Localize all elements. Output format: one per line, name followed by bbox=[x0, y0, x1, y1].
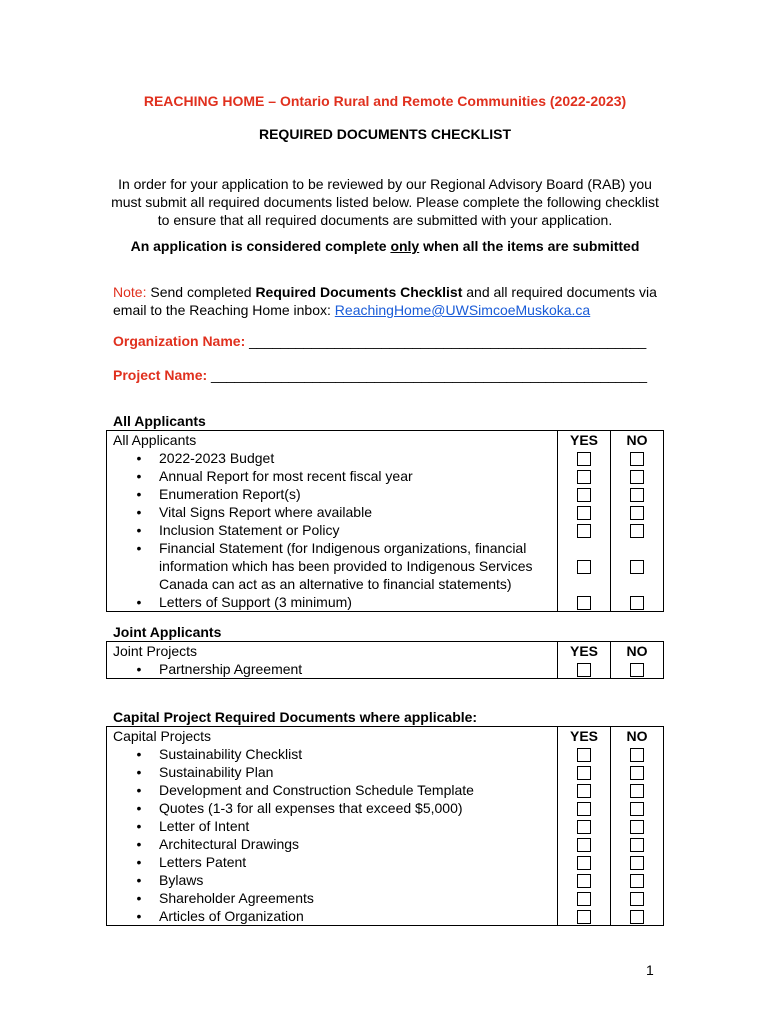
bullet: • bbox=[136, 782, 142, 798]
bullet: • bbox=[136, 746, 142, 762]
yes-cell bbox=[558, 593, 611, 612]
yes-cell bbox=[558, 467, 611, 485]
no-checkbox[interactable] bbox=[630, 820, 644, 834]
bullet: • bbox=[136, 872, 142, 888]
yes-cell bbox=[558, 763, 611, 781]
no-checkbox[interactable] bbox=[630, 452, 644, 466]
completeness-only: only bbox=[390, 238, 420, 254]
checklist-item-label: Bylaws bbox=[159, 872, 204, 888]
checklist-item bbox=[107, 853, 558, 871]
checklist-item-label: Sustainability Checklist bbox=[159, 746, 303, 762]
checklist-row bbox=[107, 781, 664, 799]
bullet: • bbox=[136, 836, 142, 852]
yes-cell bbox=[558, 745, 611, 763]
yes-column-header: YES bbox=[558, 642, 611, 661]
yes-cell bbox=[558, 449, 611, 467]
yes-checkbox[interactable] bbox=[577, 892, 591, 906]
email-link[interactable]: ReachingHome@UWSimcoeMuskoka.ca bbox=[334, 302, 591, 318]
checklist-row bbox=[107, 907, 664, 926]
project-name-field[interactable] bbox=[113, 367, 647, 383]
checklist-row bbox=[107, 745, 664, 763]
yes-checkbox[interactable] bbox=[577, 663, 591, 677]
no-cell bbox=[611, 871, 664, 889]
checklist-item bbox=[107, 871, 558, 889]
checklist-row bbox=[107, 889, 664, 907]
checklist-item-label: Sustainability Plan bbox=[159, 764, 274, 780]
checklist-row bbox=[107, 660, 664, 679]
checklist-item-label: Letters of Support (3 minimum) bbox=[159, 594, 352, 610]
no-cell bbox=[611, 521, 664, 539]
no-checkbox[interactable] bbox=[630, 802, 644, 816]
yes-checkbox[interactable] bbox=[577, 802, 591, 816]
checklist-item-label: Architectural Drawings bbox=[159, 836, 300, 852]
yes-cell bbox=[558, 871, 611, 889]
no-cell bbox=[611, 907, 664, 926]
checklist-row bbox=[107, 485, 664, 503]
no-cell bbox=[611, 889, 664, 907]
checklist-row bbox=[107, 503, 664, 521]
checklist-item-label: Shareholder Agreements bbox=[159, 890, 314, 906]
yes-checkbox[interactable] bbox=[577, 506, 591, 520]
checklist-item-label: Enumeration Report(s) bbox=[159, 486, 301, 502]
checklist-item bbox=[107, 781, 558, 799]
intro-paragraph: In order for your application to be reviewed by our Regional Advisory Board (RAB) you must submit all required documents listed below. Please complete the following checklist to ensure that all required documents are submitted with your application. bbox=[111, 176, 659, 228]
bullet: • bbox=[136, 800, 142, 816]
document-title: REACHING HOME – Ontario Rural and Remote Communities (2022-2023) bbox=[143, 93, 627, 109]
checklist-item bbox=[107, 763, 558, 781]
yes-checkbox[interactable] bbox=[577, 560, 591, 574]
organization-name-field[interactable] bbox=[113, 333, 646, 349]
yes-checkbox[interactable] bbox=[577, 766, 591, 780]
checklist-item-label: Vital Signs Report where available bbox=[159, 504, 372, 520]
yes-checkbox[interactable] bbox=[577, 874, 591, 888]
checklist-item-label: Development and Construction Schedule Template bbox=[159, 782, 474, 798]
project-name-line[interactable]: ________________________________________________________ bbox=[207, 367, 648, 383]
note-text-2: and all required documents via email to the Reaching Home inbox: bbox=[113, 284, 657, 318]
checklist-row bbox=[107, 521, 664, 539]
section-title-joint-applicants: Joint Applicants bbox=[113, 624, 222, 640]
bullet: • bbox=[136, 486, 142, 502]
no-cell bbox=[611, 449, 664, 467]
no-cell bbox=[611, 503, 664, 521]
yes-checkbox[interactable] bbox=[577, 784, 591, 798]
no-checkbox[interactable] bbox=[630, 874, 644, 888]
bullet: • bbox=[136, 890, 142, 906]
no-cell bbox=[611, 485, 664, 503]
checklist-item-label: Quotes (1-3 for all expenses that exceed $5,000) bbox=[159, 800, 463, 816]
note-text: Send completed bbox=[146, 284, 256, 300]
checklist-table-joint bbox=[106, 641, 664, 679]
no-cell bbox=[611, 835, 664, 853]
bullet: • bbox=[136, 540, 142, 556]
page-number: 1 bbox=[646, 962, 654, 978]
checklist-row bbox=[107, 835, 664, 853]
bullet: • bbox=[136, 450, 142, 466]
no-checkbox[interactable] bbox=[630, 766, 644, 780]
checklist-item bbox=[107, 907, 558, 926]
yes-cell bbox=[558, 539, 611, 593]
checklist-item-label: Inclusion Statement or Policy bbox=[159, 522, 340, 538]
bullet: • bbox=[136, 854, 142, 870]
checklist-item bbox=[107, 521, 558, 539]
checklist-item bbox=[107, 485, 558, 503]
section-title-capital-projects: Capital Project Required Documents where applicable: bbox=[113, 709, 478, 725]
checklist-item-label: Letter of Intent bbox=[159, 818, 250, 834]
organization-name-label: Organization Name: bbox=[113, 333, 246, 349]
table-header-label: All Applicants bbox=[107, 431, 558, 450]
checklist-item bbox=[107, 467, 558, 485]
checklist-item-label: Letters Patent bbox=[159, 854, 247, 870]
checklist-item bbox=[107, 835, 558, 853]
bullet: • bbox=[136, 522, 142, 538]
no-checkbox[interactable] bbox=[630, 748, 644, 762]
no-checkbox[interactable] bbox=[630, 596, 644, 610]
table-header-label: Capital Projects bbox=[107, 727, 558, 746]
bullet: • bbox=[136, 818, 142, 834]
note-label: Note: bbox=[113, 284, 147, 300]
checklist-item bbox=[107, 449, 558, 467]
no-checkbox[interactable] bbox=[630, 910, 644, 924]
yes-cell bbox=[558, 660, 611, 679]
no-checkbox[interactable] bbox=[630, 506, 644, 520]
no-checkbox[interactable] bbox=[630, 838, 644, 852]
no-column-header: NO bbox=[611, 431, 664, 450]
bullet: • bbox=[136, 504, 142, 520]
checklist-item bbox=[107, 593, 558, 612]
no-checkbox[interactable] bbox=[630, 892, 644, 906]
checklist-row bbox=[107, 763, 664, 781]
checklist-row bbox=[107, 467, 664, 485]
no-checkbox[interactable] bbox=[630, 856, 644, 870]
no-checkbox[interactable] bbox=[630, 524, 644, 538]
no-cell bbox=[611, 763, 664, 781]
yes-cell bbox=[558, 503, 611, 521]
no-column-header: NO bbox=[611, 727, 664, 746]
no-cell bbox=[611, 467, 664, 485]
completeness-statement bbox=[0, 238, 770, 254]
no-checkbox[interactable] bbox=[630, 488, 644, 502]
organization-name-line[interactable]: ___________________________________________________ bbox=[245, 333, 647, 349]
yes-checkbox[interactable] bbox=[577, 856, 591, 870]
checklist-row bbox=[107, 853, 664, 871]
yes-checkbox[interactable] bbox=[577, 596, 591, 610]
yes-cell bbox=[558, 799, 611, 817]
checklist-item bbox=[107, 745, 558, 763]
yes-checkbox[interactable] bbox=[577, 452, 591, 466]
yes-cell bbox=[558, 853, 611, 871]
yes-checkbox[interactable] bbox=[577, 838, 591, 852]
yes-checkbox[interactable] bbox=[577, 820, 591, 834]
checklist-item bbox=[107, 503, 558, 521]
checklist-row bbox=[107, 871, 664, 889]
yes-column-header: YES bbox=[558, 727, 611, 746]
section-title-all-applicants: All Applicants bbox=[113, 413, 206, 429]
checklist-item-label: Articles of Organization bbox=[159, 908, 304, 924]
yes-cell bbox=[558, 907, 611, 926]
completeness-text-start: An application is considered complete bbox=[130, 238, 391, 254]
bullet: • bbox=[136, 661, 142, 677]
yes-cell bbox=[558, 521, 611, 539]
checklist-table-all bbox=[106, 430, 664, 612]
no-cell bbox=[611, 745, 664, 763]
yes-cell bbox=[558, 485, 611, 503]
yes-checkbox[interactable] bbox=[577, 910, 591, 924]
checklist-item bbox=[107, 799, 558, 817]
yes-checkbox[interactable] bbox=[577, 748, 591, 762]
note-bold: Required Documents Checklist bbox=[255, 284, 463, 300]
bullet: • bbox=[136, 468, 142, 484]
yes-checkbox[interactable] bbox=[577, 470, 591, 484]
checklist-row bbox=[107, 449, 664, 467]
yes-cell bbox=[558, 889, 611, 907]
checklist-row bbox=[107, 539, 664, 593]
checklist-table-capital bbox=[106, 726, 664, 926]
no-cell bbox=[611, 593, 664, 612]
bullet: • bbox=[136, 908, 142, 924]
checklist-item-label: Annual Report for most recent fiscal year bbox=[159, 468, 413, 484]
yes-cell bbox=[558, 781, 611, 799]
checklist-item-label: Financial Statement (for Indigenous organizations, financial information which has been provided to Indigenous Services Canada can act as an alternative to financial statements) bbox=[159, 540, 533, 592]
checklist-row bbox=[107, 593, 664, 612]
checklist-item-label: 2022-2023 Budget bbox=[159, 450, 275, 466]
no-checkbox[interactable] bbox=[630, 663, 644, 677]
checklist-item bbox=[107, 539, 558, 593]
no-cell bbox=[611, 660, 664, 679]
no-cell bbox=[611, 539, 664, 593]
document-subtitle: REQUIRED DOCUMENTS CHECKLIST bbox=[258, 126, 511, 142]
checklist-item bbox=[107, 660, 558, 679]
yes-checkbox[interactable] bbox=[577, 488, 591, 502]
bullet: • bbox=[136, 594, 142, 610]
checklist-item bbox=[107, 889, 558, 907]
checklist-row bbox=[107, 799, 664, 817]
yes-cell bbox=[558, 835, 611, 853]
checklist-item bbox=[107, 817, 558, 835]
yes-column-header: YES bbox=[558, 431, 611, 450]
no-checkbox[interactable] bbox=[630, 470, 644, 484]
no-cell bbox=[611, 781, 664, 799]
table-header-label: Joint Projects bbox=[107, 642, 558, 661]
checklist-row bbox=[107, 817, 664, 835]
no-cell bbox=[611, 817, 664, 835]
no-cell bbox=[611, 799, 664, 817]
checklist-item-label: Partnership Agreement bbox=[159, 661, 303, 677]
project-name-label: Project Name: bbox=[113, 367, 208, 383]
no-checkbox[interactable] bbox=[630, 784, 644, 798]
no-checkbox[interactable] bbox=[630, 560, 644, 574]
no-column-header: NO bbox=[611, 642, 664, 661]
yes-checkbox[interactable] bbox=[577, 524, 591, 538]
yes-cell bbox=[558, 817, 611, 835]
note-paragraph bbox=[113, 283, 673, 319]
completeness-text-end: when all the items are submitted bbox=[419, 238, 640, 254]
no-cell bbox=[611, 853, 664, 871]
bullet: • bbox=[136, 764, 142, 780]
